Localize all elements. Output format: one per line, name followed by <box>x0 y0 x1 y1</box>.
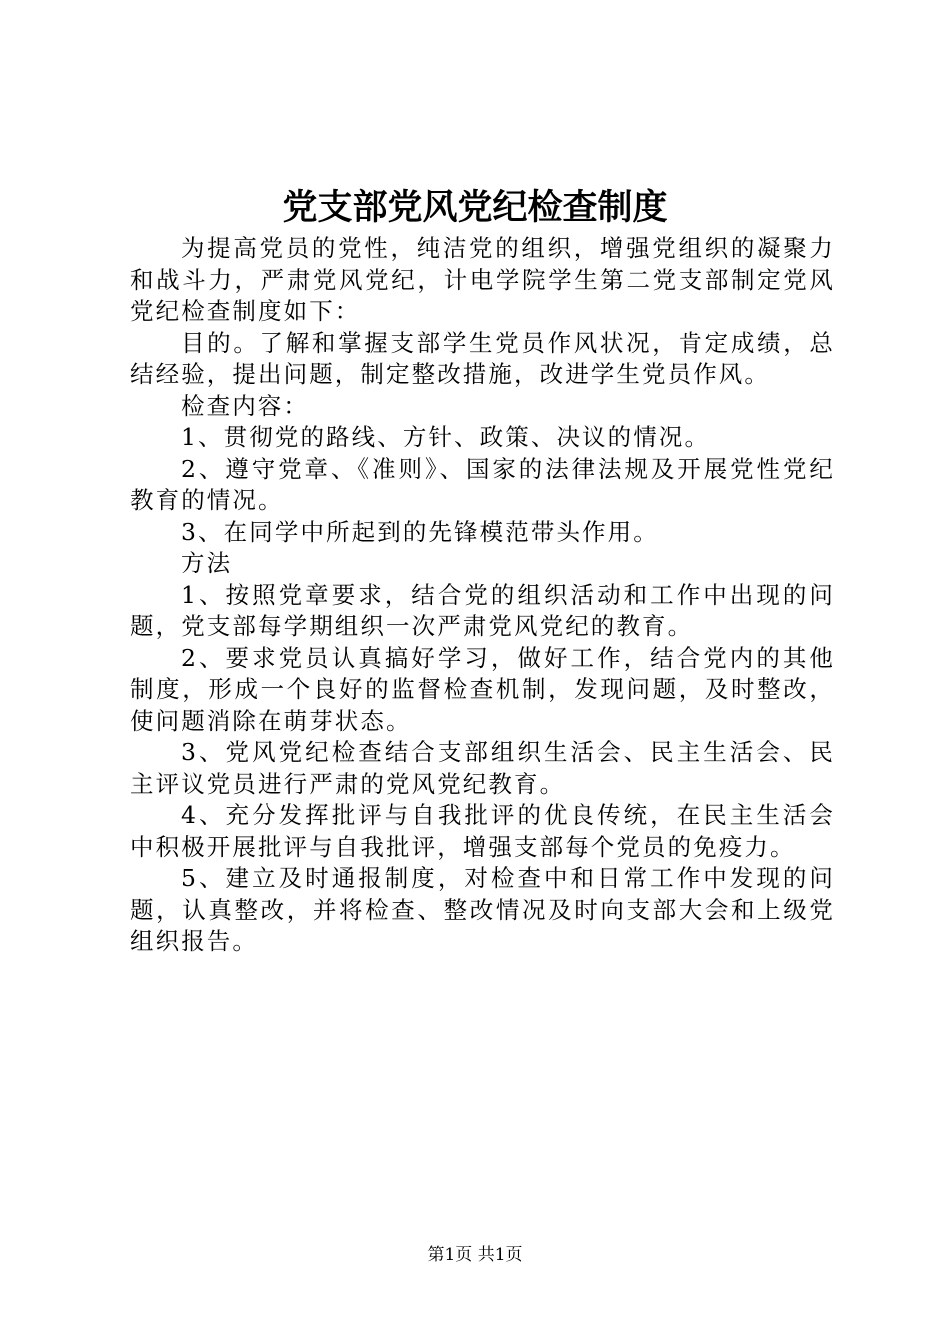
content-item-1: 1、贯彻党的路线、方针、政策、决议的情况。 <box>181 423 711 451</box>
method-item-1: 1、按照党章要求，结合党的组织活动和工作中出现的问题，党支部每学期组织一次严肃党风党纪的教育。 <box>130 580 835 640</box>
method-item-4: 4、充分发挥批评与自我批评的优良传统，在民主生活会中积极开展批评与自我批评，增强支部每个党员的免疫力。 <box>130 801 835 861</box>
page-footer: 第1页 共1页 <box>427 1245 523 1265</box>
method-item-2: 2、要求党员认真搞好学习，做好工作，结合党内的其他制度，形成一个良好的监督检查机制，发现问题，及时整改，使问题消除在萌芽状态。 <box>130 643 835 735</box>
heading-methods: 方法 <box>181 549 233 577</box>
content-item-2: 2、遵守党章、《准则》、国家的法律法规及开展党性党纪教育的情况。 <box>130 454 835 514</box>
paragraph-intro: 为提高党员的党性，纯洁党的组织，增强党组织的凝聚力和战斗力，严肃党风党纪，计电学院学生第二党支部制定党风党纪检查制度如下： <box>130 234 835 325</box>
heading-inspection-content: 检查内容： <box>181 391 309 420</box>
method-item-3: 3、党风党纪检查结合支部组织生活会、民主生活会、民主评议党员进行严肃的党风党纪教育。 <box>130 738 835 798</box>
content-item-3: 3、在同学中所起到的先锋模范带头作用。 <box>181 517 659 546</box>
document-body <box>130 233 835 958</box>
document-title: 党支部党风党纪检查制度 <box>282 187 668 228</box>
paragraph-purpose: 目的。了解和掌握支部学生党员作风状况，肯定成绩，总结经验，提出问题，制定整改措施，改进学生党员作风。 <box>130 328 835 388</box>
method-item-5: 5、建立及时通报制度，对检查中和日常工作中发现的问题，认真整改，并将检查、整改情况及时向支部大会和上级党组织报告。 <box>130 864 835 955</box>
